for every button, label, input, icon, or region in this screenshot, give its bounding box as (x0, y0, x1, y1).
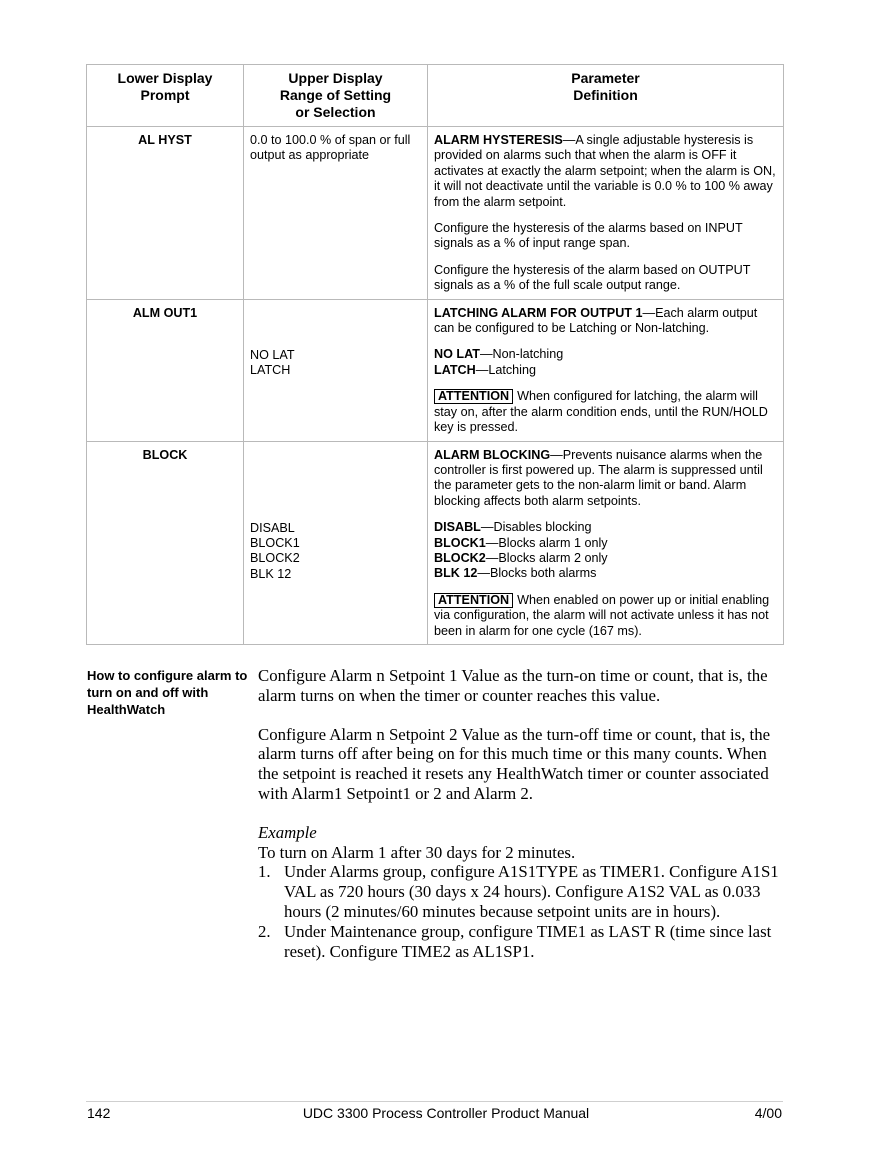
header-line: Upper Display (288, 70, 383, 86)
option-key: BLOCK2 (434, 550, 486, 565)
body-paragraph: Configure Alarm n Setpoint 1 Value as the turn-on time or count, that is, the alarm turns on when the timer or counter reaches this value. (258, 666, 768, 705)
attention-text: When configured for latching, the alarm will stay on, after the alarm condition ends, until the RUN/HOLD key is pressed. (434, 389, 768, 435)
definition-text: —A single adjustable hysteresis is provided on alarms such that when the alarm is OFF it activates at exactly the alarm setpoint; when the alarm is ON, it will not deactivate until the variable is 0.0 % to 100 % away from the alarm setpoint. (434, 133, 776, 209)
section-heading: How to configure alarm to turn on and off with HealthWatch (87, 668, 248, 717)
header-line: Prompt (140, 87, 190, 103)
option-desc: —Blocks alarm 2 only (485, 550, 608, 565)
option-key: DISABL (434, 520, 481, 535)
section-body (258, 666, 783, 961)
range-item: BLK 12 (250, 566, 292, 581)
parameter-table (86, 64, 784, 645)
definition-cell (428, 127, 784, 300)
range-cell (244, 441, 428, 644)
step-number: 2. (258, 921, 271, 941)
range-item: DISABL (250, 520, 295, 535)
range-cell: 0.0 to 100.0 % of span or full output as appropriate (244, 127, 428, 300)
option-desc: —Non-latching (479, 347, 564, 362)
definition-text: —Prevents nuisance alarms when the controller is first powered up. The alarm is suppressed until the parameter gets to the non-alarm limit or band. Alarm blocking affects both alarm setpoints. (434, 447, 763, 508)
footer-divider (86, 1101, 783, 1102)
header-line: Parameter (571, 70, 640, 86)
option-item (434, 520, 777, 535)
definition-cell (428, 441, 784, 644)
revision-date: 4/00 (754, 1105, 782, 1121)
header-parameter-definition (428, 65, 784, 127)
definition-paragraph: Configure the hysteresis of the alarm based on OUTPUT signals as a % of the full scale output range. (434, 262, 751, 293)
range-cell (244, 299, 428, 441)
header-line: Range of Setting (279, 87, 392, 103)
table-row (87, 441, 784, 644)
definition-title: ALARM HYSTERESIS (434, 133, 563, 147)
definition-text: —Each alarm output can be configured to be Latching or Non-latching. (434, 305, 758, 336)
definition-paragraph: Configure the hysteresis of the alarms based on INPUT signals as a % of input range span. (434, 221, 743, 251)
definition-paragraph (434, 306, 777, 337)
option-key: LATCH (434, 362, 476, 377)
definition-paragraph (434, 448, 777, 510)
table-row (87, 299, 784, 441)
definition-title: ALARM BLOCKING (434, 447, 551, 462)
example-lead: To turn on Alarm 1 after 30 days for 2 minutes. (258, 842, 576, 862)
step-text: Under Alarms group, configure A1S1TYPE as TIMER1. Configure A1S1 VAL as 720 hours (30 days x 24 hours). Configure A1S2 VAL as 0.033 hours (2 minutes/60 minutes because setpoint units are in hours). (284, 862, 779, 921)
body-paragraph: Configure Alarm n Setpoint 2 Value as the turn-off time or count, that is, the alarm turns off after being on for this much time or this many counts. When the setpoint is reached it resets any HealthWatch timer or counter associated with Alarm1 Setpoint1 or 2 and Alarm 2. (258, 724, 771, 803)
option-list (434, 347, 777, 378)
header-lower-display-prompt (87, 65, 244, 127)
list-item (258, 922, 783, 962)
table-row (87, 127, 784, 300)
prompt-cell: AL HYST (87, 127, 244, 300)
step-number: 1. (258, 862, 271, 882)
attention-note (434, 389, 777, 435)
header-line: Definition (573, 87, 638, 103)
option-item (434, 551, 777, 566)
header-line: or Selection (295, 104, 376, 120)
list-item (258, 862, 783, 921)
option-list (434, 520, 777, 582)
manual-title: UDC 3300 Process Controller Product Manual (302, 1105, 590, 1121)
definition-title: LATCHING ALARM FOR OUTPUT 1 (434, 305, 643, 320)
header-line: Lower Display (117, 70, 213, 86)
option-key: BLK 12 (434, 566, 478, 581)
option-item (434, 536, 777, 551)
option-item (434, 347, 777, 362)
step-text: Under Maintenance group, configure TIME1 as LAST R (time since last reset). Configure TIME2 as AL1SP1. (284, 921, 772, 961)
option-desc: —Latching (475, 362, 536, 377)
range-item: BLOCK2 (250, 551, 300, 566)
definition-paragraph (434, 133, 777, 210)
option-desc: —Blocks alarm 1 only (485, 535, 608, 550)
prompt-cell: BLOCK (87, 441, 244, 644)
option-key: NO LAT (434, 347, 480, 362)
steps-list (258, 862, 783, 961)
header-upper-display-range (244, 65, 428, 127)
attention-label: ATTENTION (434, 389, 513, 404)
range-item: BLOCK1 (250, 535, 300, 550)
option-item (434, 363, 777, 378)
attention-label: ATTENTION (434, 593, 513, 608)
table-header-row (87, 65, 784, 127)
attention-text: When enabled on power up or initial enabling via configuration, the alarm will not activate unless it has not been in alarm for one cycle (167 ms). (434, 592, 770, 638)
option-key: BLOCK1 (434, 535, 486, 550)
option-item (434, 566, 777, 581)
prompt-cell: ALM OUT1 (87, 299, 244, 441)
range-item: NO LAT (250, 347, 295, 362)
page-number: 142 (87, 1105, 111, 1121)
attention-note (434, 593, 777, 639)
option-desc: —Blocks both alarms (477, 566, 597, 581)
option-desc: —Disables blocking (480, 520, 592, 535)
definition-cell (428, 299, 784, 441)
range-item: LATCH (250, 363, 291, 378)
example-label: Example (258, 822, 317, 842)
